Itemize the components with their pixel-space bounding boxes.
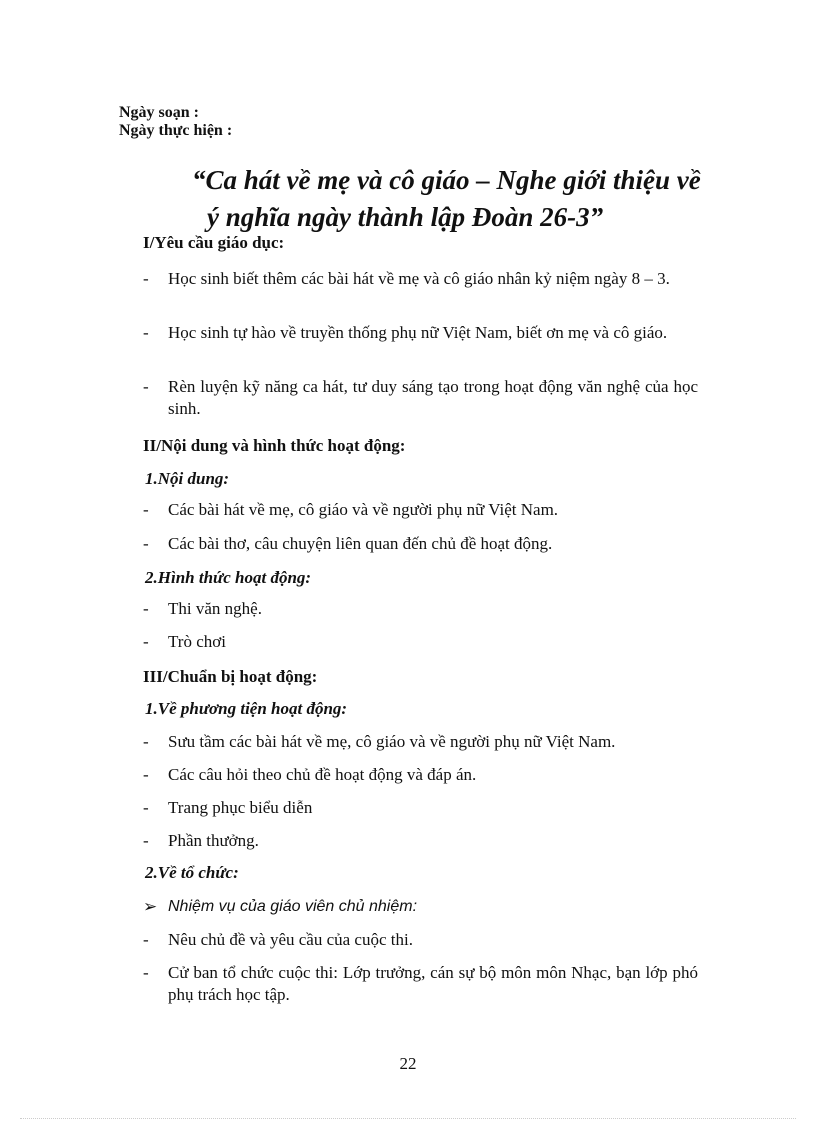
- page-number: 22: [399, 1054, 417, 1073]
- list-item: [143, 499, 698, 521]
- list-item-text: Học sinh biết thêm các bài hát về mẹ và cô giáo nhân kỷ niệm ngày 8 – 3.: [168, 269, 670, 288]
- list-item: [143, 376, 698, 420]
- list-item-text: Các bài thơ, câu chuyện liên quan đến chủ đề hoạt động.: [168, 534, 553, 553]
- list-item-text: Phần thưởng.: [168, 831, 259, 850]
- dash-bullet: -: [143, 534, 149, 553]
- dash-bullet: -: [143, 732, 149, 751]
- list-item: [143, 533, 698, 555]
- list-item-text: Sưu tầm các bài hát về mẹ, cô giáo và về người phụ nữ Việt Nam.: [168, 732, 616, 751]
- dash-bullet: -: [143, 599, 149, 618]
- dash-bullet: -: [143, 632, 149, 651]
- dash-bullet: -: [143, 323, 149, 342]
- section-2-sub-1: 1.Nội dung:: [145, 469, 230, 488]
- arrow-bullet-icon: ➢: [143, 897, 158, 916]
- dash-bullet: -: [143, 500, 149, 519]
- list-item-text: Rèn luyện kỹ năng ca hát, tư duy sáng tạo trong hoạt động văn nghệ của học sinh.: [168, 377, 698, 418]
- section-3-sub-1: 1.Về phương tiện hoạt động:: [145, 699, 348, 718]
- list-item: [143, 797, 698, 819]
- document-title: [150, 162, 710, 236]
- section-3-sub-2: 2.Về tổ chức:: [145, 863, 239, 882]
- list-item-text: Học sinh tự hào về truyền thống phụ nữ Việt Nam, biết ơn mẹ và cô giáo.: [168, 323, 668, 342]
- header-meta: [119, 104, 232, 140]
- list-item: [143, 598, 698, 620]
- list-item: [143, 962, 698, 1006]
- title-line-2: ý nghĩa ngày thành lập Đoàn 26-3”: [207, 202, 604, 232]
- list-item-text: Cử ban tổ chức cuộc thi: Lớp trưởng, cán sự bộ môn môn Nhạc, bạn lớp phó phụ trách học tập.: [168, 963, 698, 1004]
- list-item: [143, 764, 698, 786]
- dash-bullet: -: [143, 831, 149, 850]
- dash-bullet: -: [143, 377, 149, 396]
- section-1-heading: I/Yêu cầu giáo dục:: [143, 233, 285, 252]
- section-3-heading: III/Chuẩn bị hoạt động:: [143, 667, 318, 686]
- dash-bullet: -: [143, 930, 149, 949]
- task-heading-text: Nhiệm vụ của giáo viên chủ nhiệm:: [168, 898, 418, 915]
- section-2-heading: II/Nội dung và hình thức hoạt động:: [143, 436, 406, 455]
- prep-date-label: Ngày soạn :: [119, 104, 200, 121]
- list-item-text: Các câu hỏi theo chủ đề hoạt động và đáp án.: [168, 765, 477, 784]
- list-item: [143, 929, 698, 951]
- title-line-1: “Ca hát về mẹ và cô giáo – Nghe giới thiệu về: [192, 165, 701, 195]
- list-item-text: Trang phục biểu diễn: [168, 798, 313, 817]
- list-item: [143, 322, 698, 344]
- list-item-text: Các bài hát về mẹ, cô giáo và về người phụ nữ Việt Nam.: [168, 500, 559, 519]
- task-heading-item: [143, 896, 698, 918]
- list-item-text: Trò chơi: [168, 632, 226, 651]
- section-2-sub-2: 2.Hình thức hoạt động:: [145, 568, 312, 587]
- dash-bullet: -: [143, 963, 149, 982]
- list-item-text: Thi văn nghệ.: [168, 599, 262, 618]
- list-item: [143, 830, 698, 852]
- list-item: [143, 731, 698, 753]
- dash-bullet: -: [143, 269, 149, 288]
- page-bottom-divider: [20, 1118, 796, 1119]
- list-item: [143, 268, 698, 290]
- dash-bullet: -: [143, 765, 149, 784]
- exec-date-label: Ngày thực hiện :: [119, 122, 233, 139]
- list-item: [143, 631, 698, 653]
- list-item-text: Nêu chủ đề và yêu cầu của cuộc thi.: [168, 930, 413, 949]
- dash-bullet: -: [143, 798, 149, 817]
